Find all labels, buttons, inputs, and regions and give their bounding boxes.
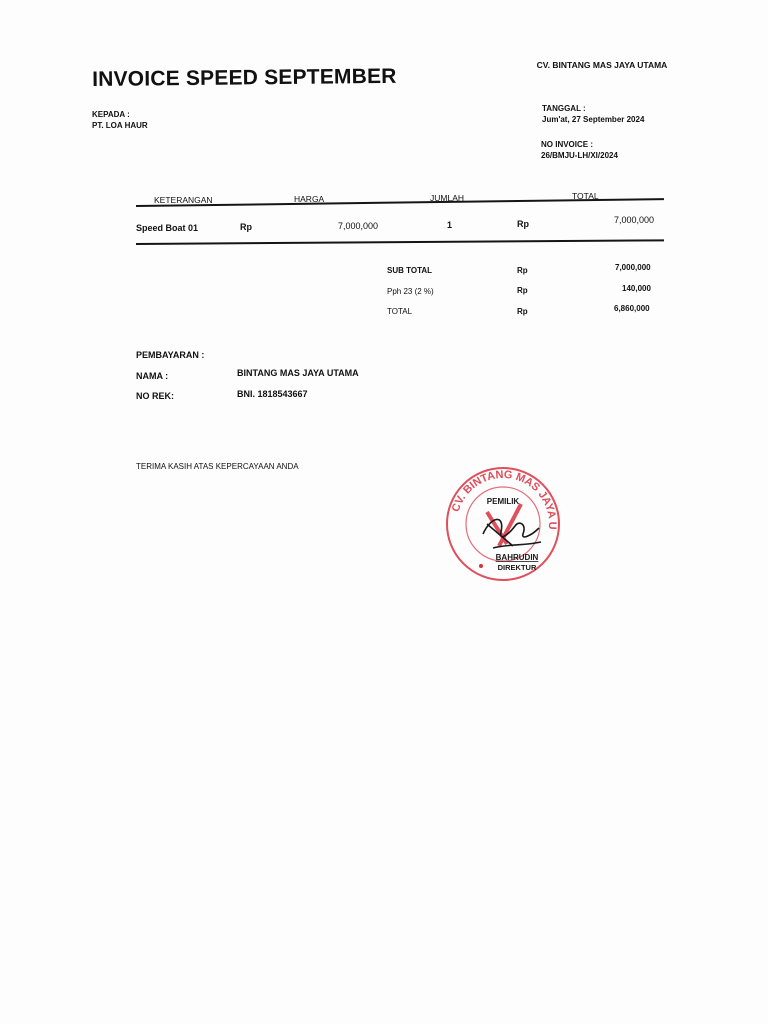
subtotal-value: 7,000,000: [615, 263, 651, 272]
date-value: Jum'at, 27 September 2024: [542, 115, 645, 124]
invoice-number-label: NO INVOICE :: [541, 140, 594, 149]
date-label: TANGGAL :: [542, 104, 586, 113]
row-total: 7,000,000: [614, 215, 655, 225]
table-header-price: HARGA: [294, 194, 325, 204]
subtotal-label: SUB TOTAL: [387, 266, 433, 275]
stamp-ring-text: CV. BINTANG MAS JAYA U: [449, 468, 559, 530]
signer-name: BAHRUDIN: [495, 553, 539, 562]
total-value: 6,860,000: [614, 304, 650, 313]
to-label: KEPADA :: [92, 110, 130, 119]
tax-value: 140,000: [622, 284, 651, 293]
row-price: 7,000,000: [338, 221, 379, 231]
total-currency: Rp: [517, 307, 528, 316]
table-header-qty: JUMLAH: [430, 193, 465, 203]
stamp-role-top: PEMILIK: [486, 497, 520, 506]
payment-account-value: BNI. 1818543667: [237, 389, 308, 399]
payment-heading: PEMBAYARAN :: [136, 350, 205, 360]
invoice-title: INVOICE SPEED SEPTEMBER: [92, 64, 397, 91]
table-header-description: KETERANGAN: [154, 195, 213, 205]
thank-you-note: TERIMA KASIH ATAS KEPERCAYAAN ANDA: [136, 462, 299, 471]
tax-label: Pph 23 (2 %): [387, 287, 434, 296]
row-currency-2: Rp: [517, 219, 529, 229]
payment-name-label: NAMA :: [136, 371, 169, 381]
payment-name-value: BINTANG MAS JAYA UTAMA: [237, 368, 359, 378]
table-bottom-rule: [136, 239, 664, 245]
payment-account-label: NO REK:: [136, 391, 174, 401]
total-label: TOTAL: [387, 307, 413, 316]
to-value: PT. LOA HAUR: [92, 121, 148, 130]
company-name: CV. BINTANG MAS JAYA UTAMA: [536, 60, 668, 70]
row-qty: 1: [447, 220, 453, 230]
invoice-number-value: 26/BMJU-LH/XI/2024: [541, 151, 618, 160]
table-header-rule: [136, 198, 664, 207]
tax-currency: Rp: [517, 286, 528, 295]
table-header-total: TOTAL: [572, 191, 599, 201]
stamp-star-icon: [479, 564, 483, 568]
row-description: Speed Boat 01: [136, 223, 199, 233]
company-stamp: [443, 464, 563, 584]
row-currency-1: Rp: [240, 222, 252, 232]
signer-title: DIREKTUR: [497, 563, 537, 572]
subtotal-currency: Rp: [517, 266, 528, 275]
